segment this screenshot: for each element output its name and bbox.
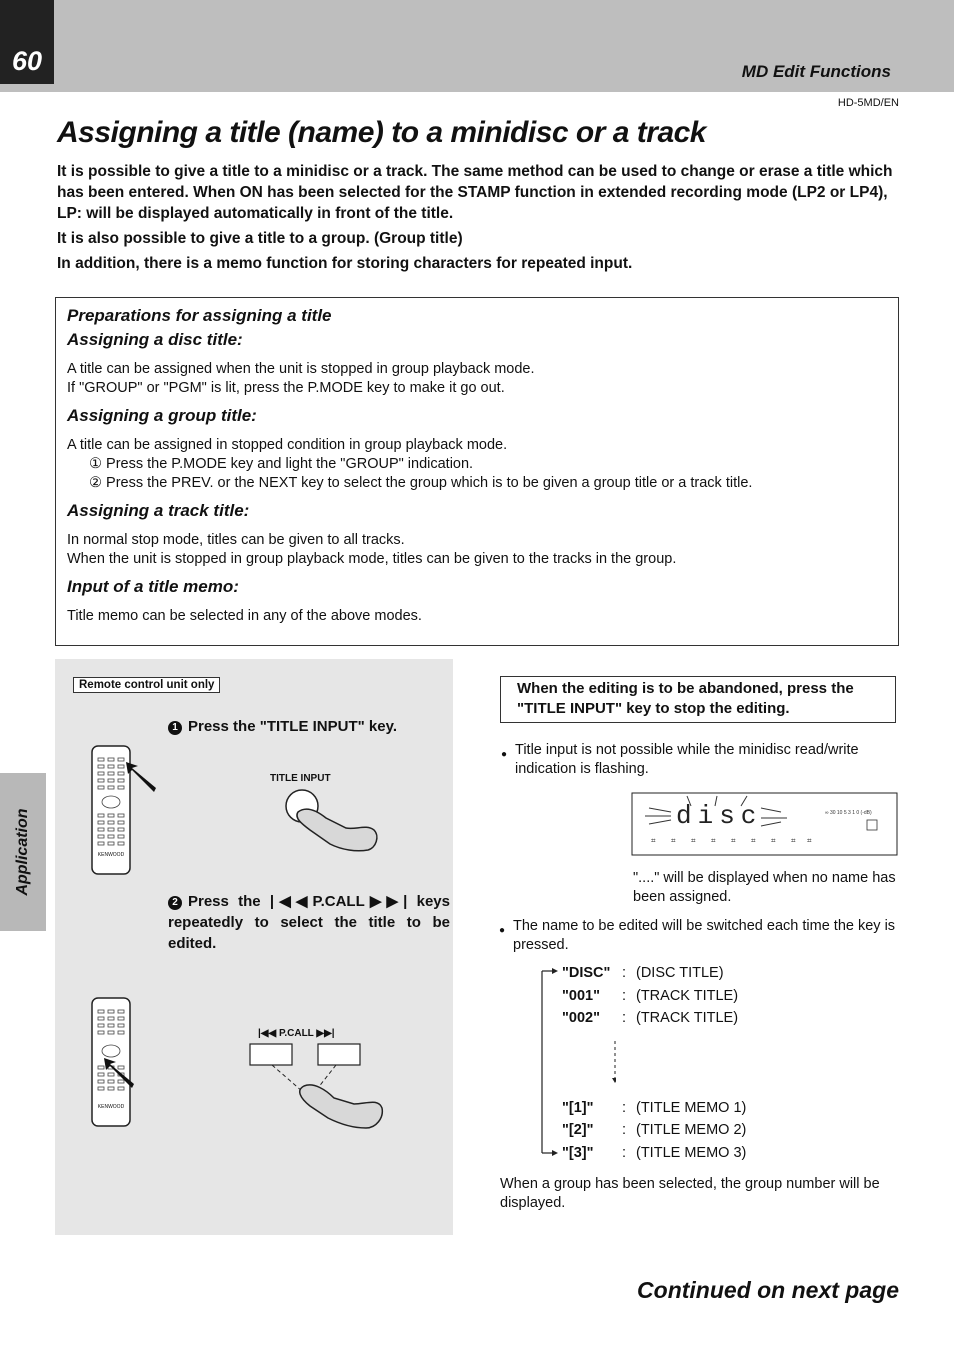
track-title-line-2: When the unit is stopped in group playback mode, titles can be given to the tracks in the group. bbox=[67, 551, 677, 567]
disc-title-line-2: If "GROUP" or "PGM" is lit, press the P.MODE key to make it go out. bbox=[67, 380, 505, 396]
preparations-box bbox=[55, 297, 899, 646]
remote-control-icon-2 bbox=[88, 996, 168, 1131]
group-title-line: A title can be assigned in stopped condition in group playback mode. bbox=[67, 437, 508, 453]
continued-label: Continued on next page bbox=[637, 1277, 899, 1303]
step-1-number: 1 bbox=[168, 721, 182, 735]
remote-control-icon bbox=[88, 744, 168, 879]
track-title-line-1: In normal stop mode, titles can be given to all tracks. bbox=[67, 532, 405, 548]
pcall-keys-icon bbox=[248, 1042, 388, 1134]
svg-text:⌗: ⌗ bbox=[751, 836, 756, 845]
disc-title-heading: Assigning a disc title: bbox=[67, 330, 243, 349]
track-title-heading: Assigning a track title: bbox=[67, 501, 250, 520]
cycle-row-001 bbox=[562, 985, 746, 1008]
step-2 bbox=[168, 891, 450, 954]
cycle-desc: (TRACK TITLE) bbox=[636, 1010, 739, 1027]
intro-paragraph-3: In addition, there is a memo function for storing characters for repeated input. bbox=[57, 255, 633, 272]
svg-text:⌗: ⌗ bbox=[711, 836, 716, 845]
display-text: disc bbox=[676, 801, 763, 831]
display-panel bbox=[631, 792, 898, 856]
step-1-text: Press the "TITLE INPUT" key. bbox=[188, 718, 398, 735]
cycle-sep: : bbox=[622, 965, 627, 982]
cycle-sep: : bbox=[622, 987, 627, 1004]
svg-text:⌗: ⌗ bbox=[731, 836, 736, 845]
cycle-sep: : bbox=[622, 1144, 627, 1161]
cycle-row-memo2 bbox=[562, 1119, 746, 1142]
group-title-step-1: ① Press the P.MODE key and light the "GROUP" indication. bbox=[89, 456, 474, 472]
cycle-key: "001" bbox=[562, 987, 600, 1004]
svg-text:⌗: ⌗ bbox=[791, 836, 796, 845]
section-title: MD Edit Functions bbox=[741, 62, 891, 81]
side-tab-text: Application bbox=[14, 808, 31, 896]
title-cycle-list bbox=[562, 962, 746, 1164]
model-code: HD-5MD/EN bbox=[837, 97, 899, 109]
cycle-row-disc bbox=[562, 962, 746, 985]
cycle-row-memo3 bbox=[562, 1142, 746, 1165]
step-1 bbox=[168, 716, 453, 737]
svg-text:⌗: ⌗ bbox=[771, 836, 776, 845]
cycle-key: "002" bbox=[562, 1010, 600, 1027]
note-switch-text: ● The name to be edited will be switched each time the key is pressed. bbox=[513, 917, 901, 955]
intro-paragraph-2: It is also possible to give a title to a group. (Group title) bbox=[57, 230, 463, 247]
remote-brand-1: KENWOOD bbox=[97, 852, 125, 858]
title-input-label: TITLE INPUT bbox=[270, 773, 331, 784]
note-flashing-text: ● Title input is not possible while the minidisc read/write indication is flashing. bbox=[515, 741, 900, 779]
remote-brand-2: KENWOOD bbox=[97, 1104, 125, 1110]
page-title: Assigning a title (name) to a minidisc or a track bbox=[57, 116, 706, 149]
cycle-desc: (TITLE MEMO 2) bbox=[636, 1122, 747, 1139]
step-2-text: Press the |◀◀P.CALL▶▶| keys repeatedly to select the title to be edited. bbox=[168, 893, 450, 952]
note-switch bbox=[513, 917, 901, 955]
cycle-desc: (TRACK TITLE) bbox=[636, 987, 739, 1004]
svg-text:⌗: ⌗ bbox=[807, 836, 812, 845]
cycle-sep: : bbox=[622, 1099, 627, 1116]
track-title-text bbox=[67, 531, 887, 569]
group-title-text bbox=[67, 436, 887, 493]
cycle-sep: : bbox=[622, 1010, 627, 1027]
note-flashing bbox=[515, 741, 900, 779]
cycle-desc: (TITLE MEMO 3) bbox=[636, 1144, 747, 1161]
cycle-key: "[1]" bbox=[562, 1099, 594, 1116]
svg-text:∞ 30 10 5 3 1 0 (-dB): ∞ 30 10 5 3 1 0 (-dB) bbox=[825, 810, 872, 816]
display-caption: "...." will be displayed when no name has been assigned. bbox=[633, 870, 896, 905]
pcall-label-text: P.CALL bbox=[278, 1028, 314, 1039]
cycle-desc: (DISC TITLE) bbox=[636, 965, 724, 982]
side-tab-label bbox=[0, 773, 46, 931]
memo-text: Title memo can be selected in any of the above modes. bbox=[67, 608, 422, 624]
pcall-label: |◀◀ P.CALL ▶▶| bbox=[258, 1028, 335, 1039]
cycle-key: "DISC" bbox=[562, 965, 611, 982]
group-title-heading: Assigning a group title: bbox=[67, 406, 257, 425]
intro-paragraph-1: It is possible to give a title to a minidisc or a track. The same method can be used to change or erase a title which has been entered. When ON has been selected for the STAMP function in extended recording mode (LP2 or LP4), LP: will be displayed automatically in front of the title. bbox=[57, 163, 893, 222]
finger-press-icon bbox=[276, 786, 386, 856]
step-2-number: 2 bbox=[168, 896, 182, 910]
abandon-note-box: When the editing is to be abandoned, press the "TITLE INPUT" key to stop the editing. bbox=[500, 676, 896, 723]
cycle-key: "[2]" bbox=[562, 1122, 594, 1139]
group-note: When a group has been selected, the group number will be displayed. bbox=[500, 1176, 880, 1211]
cycle-row-memo1 bbox=[562, 1097, 746, 1120]
preparations-heading: Preparations for assigning a title bbox=[67, 306, 332, 325]
svg-text:⌗: ⌗ bbox=[671, 836, 676, 845]
cycle-key: "[3]" bbox=[562, 1144, 594, 1161]
svg-text:⌗: ⌗ bbox=[691, 836, 696, 845]
disc-title-line-1: A title can be assigned when the unit is stopped in group playback mode. bbox=[67, 361, 535, 377]
memo-heading: Input of a title memo: bbox=[67, 577, 239, 596]
cycle-sep: : bbox=[622, 1122, 627, 1139]
remote-only-label: Remote control unit only bbox=[73, 677, 220, 693]
svg-text:⌗: ⌗ bbox=[651, 836, 656, 845]
cycle-row-002 bbox=[562, 1007, 746, 1030]
disc-title-text bbox=[67, 360, 887, 398]
page-number: 60 bbox=[11, 46, 43, 76]
group-title-step-2: ② Press the PREV. or the NEXT key to select the group which is to be given a group title or a track title. bbox=[89, 475, 753, 491]
cycle-desc: (TITLE MEMO 1) bbox=[636, 1099, 747, 1116]
cycle-gap bbox=[562, 1030, 746, 1097]
intro-text bbox=[57, 161, 902, 278]
